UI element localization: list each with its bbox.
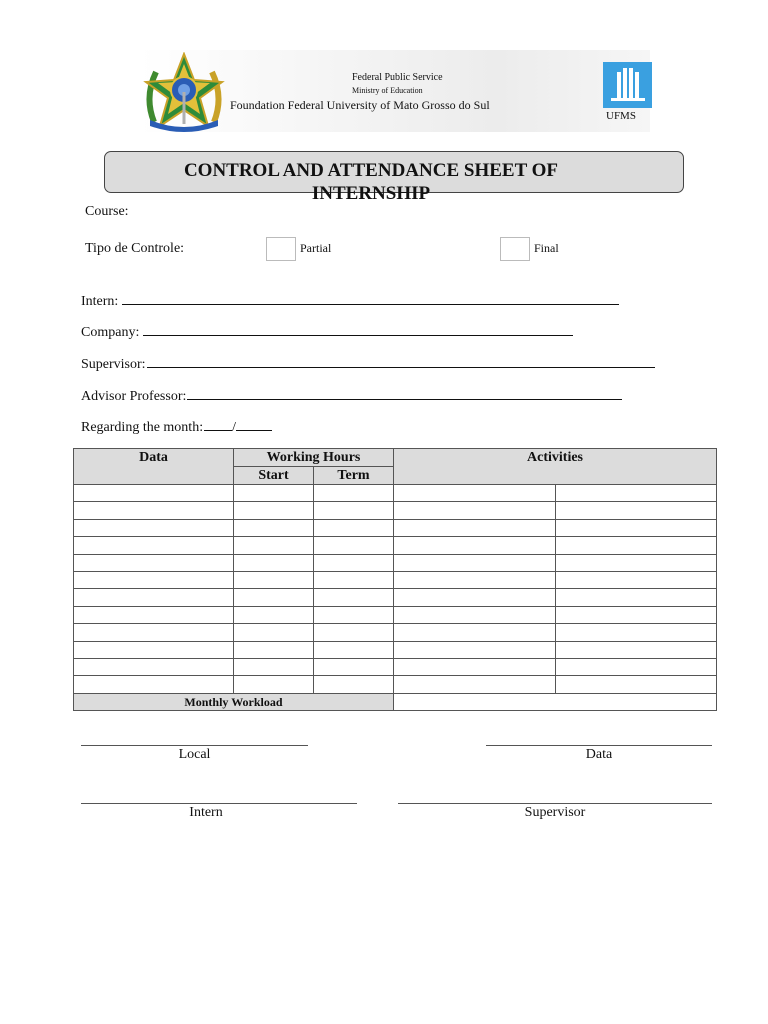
start-cell[interactable] [234,571,314,588]
activities-cell-2[interactable] [556,658,717,675]
attendance-table-body [74,485,717,711]
term-cell[interactable] [314,502,394,519]
activities-cell[interactable] [394,554,556,571]
page-title: CONTROL AND ATTENDANCE SHEET OF INTERNSHIP [183,160,559,204]
supervisor-row [81,353,655,373]
local-signature-line[interactable] [81,745,308,746]
activities-cell[interactable] [394,606,556,623]
table-row [74,554,717,571]
table-row [74,641,717,658]
term-cell[interactable] [314,485,394,502]
term-cell[interactable] [314,676,394,693]
intern-signature-label: Intern [189,805,223,820]
activities-cell[interactable] [394,676,556,693]
activities-cell[interactable] [394,641,556,658]
attendance-table [73,448,717,711]
advisor-label: Advisor Professor: [81,389,187,404]
activities-cell-2[interactable] [556,571,717,588]
supervisor-signature-line[interactable] [398,803,712,804]
date-cell[interactable] [74,537,234,554]
date-cell[interactable] [74,554,234,571]
intern-signature-line[interactable] [81,803,357,804]
table-row [74,571,717,588]
activities-cell[interactable] [394,571,556,588]
term-cell[interactable] [314,519,394,536]
month-row [81,416,272,436]
company-row [81,321,573,341]
local-label: Local [178,747,211,762]
activities-cell-2[interactable] [556,485,717,502]
month-separator: / [232,420,236,435]
term-cell[interactable] [314,589,394,606]
start-cell[interactable] [234,502,314,519]
coat-of-arms-icon [142,52,226,134]
table-row [74,589,717,606]
table-row [74,537,717,554]
col-term-header: Term [314,467,394,485]
partial-label: Partial [300,241,332,255]
activities-cell[interactable] [394,589,556,606]
company-label: Company: [81,325,140,340]
table-row [74,676,717,693]
supervisor-label: Supervisor: [81,357,146,372]
activities-cell-2[interactable] [556,641,717,658]
month-label: Regarding the month: [81,420,204,435]
table-row [74,485,717,502]
date-cell[interactable] [74,571,234,588]
header-service: Federal Public Service [352,72,443,83]
date-signature-line[interactable] [486,745,712,746]
date-cell[interactable] [74,658,234,675]
date-cell[interactable] [74,641,234,658]
advisor-row [81,385,622,405]
date-cell[interactable] [74,485,234,502]
start-cell[interactable] [234,519,314,536]
monthly-workload-cell[interactable] [394,693,717,710]
intern-row [81,290,619,310]
term-cell[interactable] [314,658,394,675]
table-row [74,624,717,641]
start-cell[interactable] [234,641,314,658]
intern-field[interactable] [122,290,619,305]
start-cell[interactable] [234,606,314,623]
ufms-logo-icon [603,62,652,108]
year-field[interactable] [236,416,272,431]
activities-cell-2[interactable] [556,554,717,571]
table-row [74,658,717,675]
activities-cell[interactable] [394,537,556,554]
supervisor-field[interactable] [147,353,655,368]
activities-cell-2[interactable] [556,519,717,536]
table-row [74,519,717,536]
activities-cell-2[interactable] [556,676,717,693]
activities-cell-2[interactable] [556,502,717,519]
supervisor-signature-label: Supervisor [524,805,586,820]
start-cell[interactable] [234,589,314,606]
term-cell[interactable] [314,554,394,571]
start-cell[interactable] [234,554,314,571]
partial-checkbox[interactable] [266,237,296,261]
final-checkbox[interactable] [500,237,530,261]
start-cell[interactable] [234,676,314,693]
start-cell[interactable] [234,485,314,502]
monthly-workload-label: Monthly Workload [74,693,394,710]
activities-cell[interactable] [394,485,556,502]
term-cell[interactable] [314,624,394,641]
intern-label: Intern: [81,294,119,309]
col-start-header: Start [234,467,314,485]
start-cell[interactable] [234,537,314,554]
term-cell[interactable] [314,537,394,554]
ufms-logo-text: UFMS [606,110,636,122]
control-type-label: Tipo de Controle: [85,241,185,256]
start-cell[interactable] [234,624,314,641]
activities-cell[interactable] [394,519,556,536]
date-cell[interactable] [74,676,234,693]
month-field[interactable] [204,416,232,431]
course-label: Course: [85,204,129,219]
date-cell[interactable] [74,624,234,641]
term-cell[interactable] [314,571,394,588]
date-label: Data [585,747,613,762]
start-cell[interactable] [234,658,314,675]
table-row [74,502,717,519]
date-cell[interactable] [74,589,234,606]
col-activities-header: Activities [394,449,717,485]
header-ministry: Ministry of Education [352,86,423,95]
activities-cell[interactable] [394,502,556,519]
date-cell[interactable] [74,606,234,623]
activities-cell-2[interactable] [556,624,717,641]
header-university: Foundation Federal University of Mato Grosso do Sul [230,98,490,112]
activities-cell-2[interactable] [556,606,717,623]
final-label: Final [534,241,559,255]
table-row [74,606,717,623]
date-cell[interactable] [74,519,234,536]
term-cell[interactable] [314,641,394,658]
activities-cell[interactable] [394,658,556,675]
term-cell[interactable] [314,606,394,623]
advisor-field[interactable] [187,385,622,400]
activities-cell-2[interactable] [556,537,717,554]
activities-cell-2[interactable] [556,589,717,606]
company-field[interactable] [143,321,573,336]
col-data-header: Data [74,449,234,485]
activities-cell[interactable] [394,624,556,641]
col-working-hours-header: Working Hours [234,449,394,467]
date-cell[interactable] [74,502,234,519]
